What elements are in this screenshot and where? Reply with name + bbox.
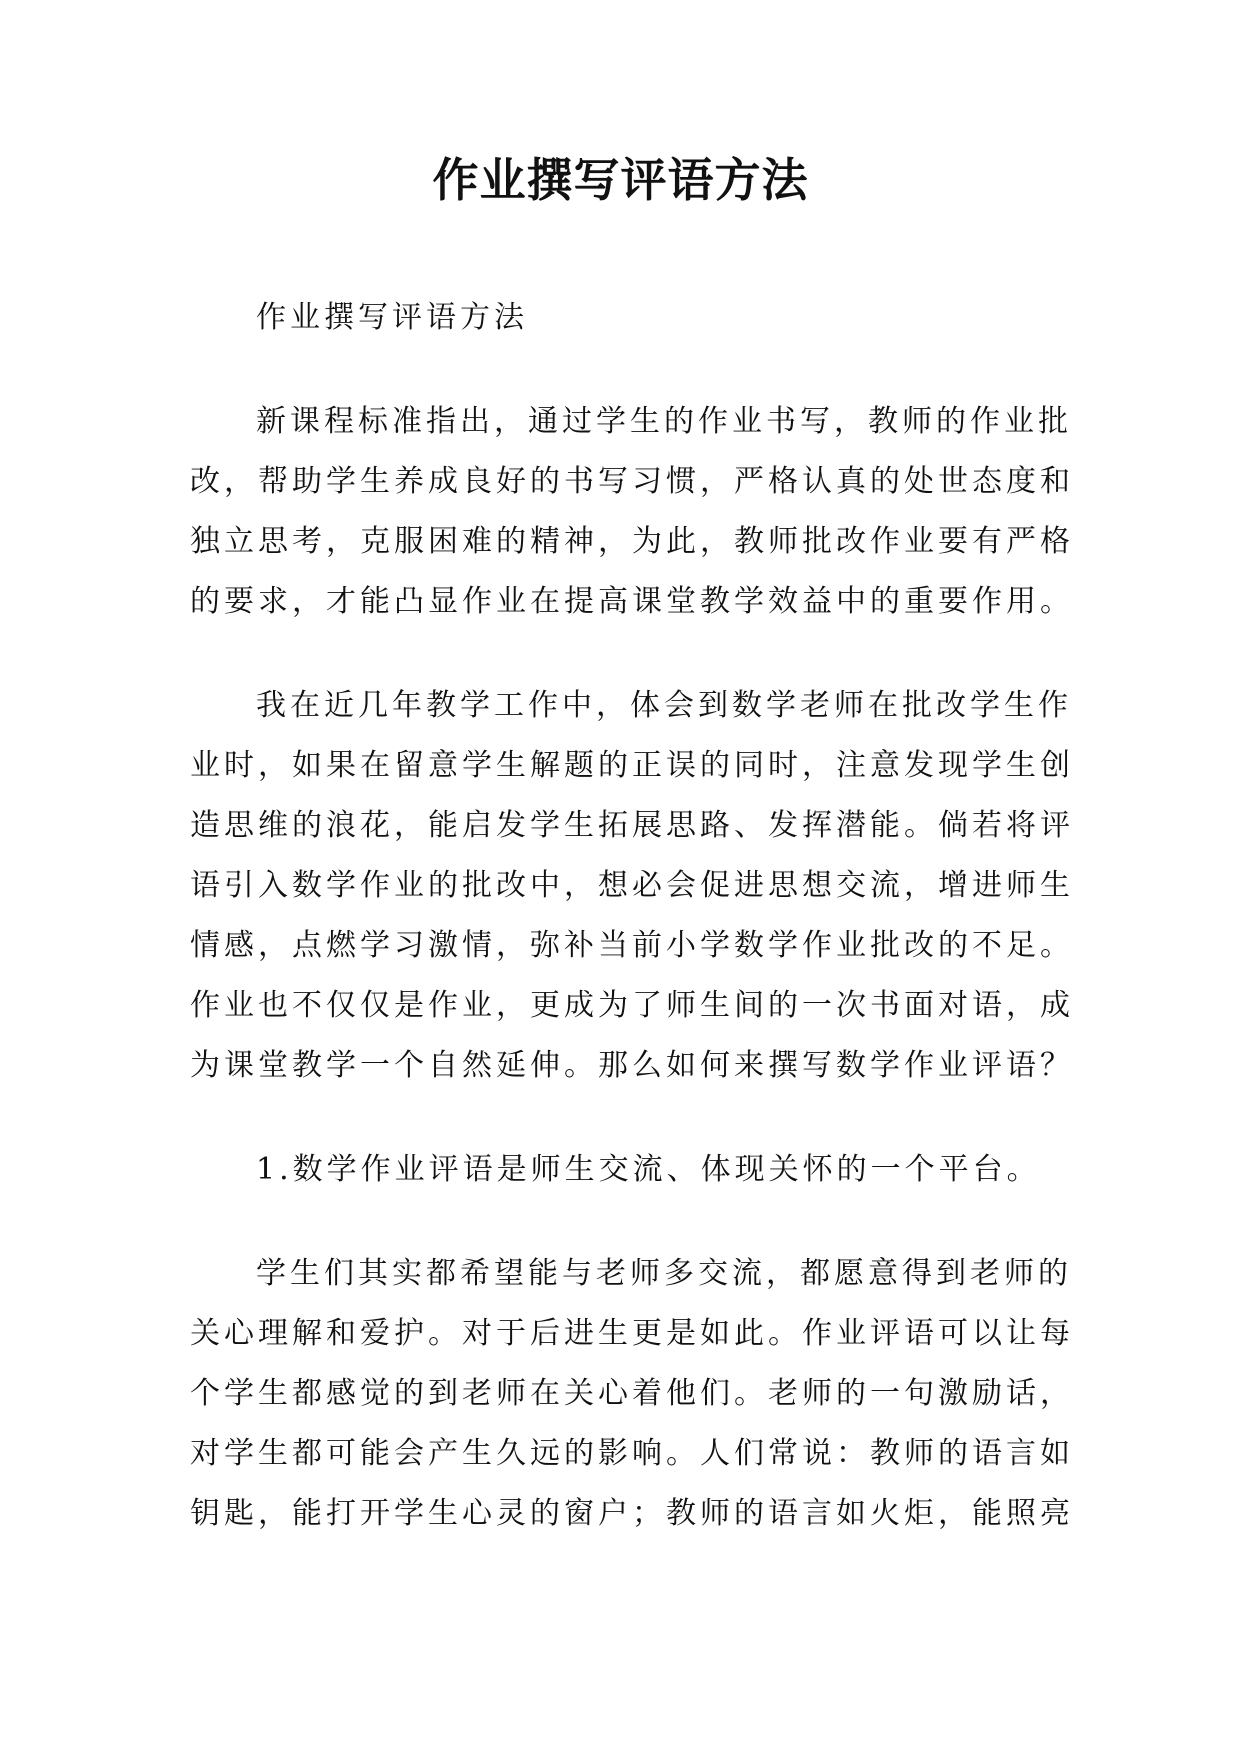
paragraph-experience xyxy=(190,676,1074,1096)
paragraph-line: 钥匙，能打开学生心灵的窗户；教师的语言如火炬，能照亮 xyxy=(190,1496,1074,1531)
paragraph-intro xyxy=(190,392,1074,632)
paragraph-line: 业时，如果在留意学生解题的正误的同时，注意发现学生创 xyxy=(190,748,1074,783)
paragraph-line: 学生们其实都希望能与老师多交流，都愿意得到老师的 xyxy=(256,1256,1072,1291)
paragraph-line: 我在近几年教学工作中，体会到数学老师在批改学生作 xyxy=(256,688,1072,723)
document-body xyxy=(190,288,1074,1588)
paragraph-line: 造思维的浪花，能启发学生拓展思路、发挥潜能。倘若将评 xyxy=(190,808,1074,843)
paragraph-line: 的要求，才能凸显作业在提高课堂教学效益中的重要作用。 xyxy=(190,584,1074,619)
paragraph-line: 改，帮助学生养成良好的书写习惯，严格认真的处世态度和 xyxy=(190,464,1074,499)
paragraph-line: 1.数学作业评语是师生交流、体现关怀的一个平台。 xyxy=(256,1152,1041,1187)
paragraph-line: 作业撰写评语方法 xyxy=(256,300,528,335)
paragraph-communication xyxy=(190,1244,1074,1544)
paragraph-line: 关心理解和爱护。对于后进生更是如此。作业评语可以让每 xyxy=(190,1316,1074,1351)
paragraph-line: 个学生都感觉的到老师在关心着他们。老师的一句激励话， xyxy=(190,1376,1074,1411)
paragraph-line: 情感，点燃学习激情，弥补当前小学数学作业批改的不足。 xyxy=(190,928,1074,963)
paragraph-line: 独立思考，克服困难的精神，为此，教师批改作业要有严格 xyxy=(190,524,1074,559)
paragraph-line: 为课堂教学一个自然延伸。那么如何来撰写数学作业评语？ xyxy=(190,1048,1074,1083)
paragraph-line: 新课程标准指出，通过学生的作业书写，教师的作业批 xyxy=(256,404,1072,439)
paragraph-line: 作业也不仅仅是作业，更成为了师生间的一次书面对语，成 xyxy=(190,988,1074,1023)
paragraph-line: 语引入数学作业的批改中，想必会促进思想交流，增进师生 xyxy=(190,868,1074,903)
document-title: 作业撰写评语方法 xyxy=(432,153,809,207)
section-heading-1 xyxy=(190,1140,1056,1200)
paragraph-subtitle xyxy=(190,288,1056,348)
paragraph-line: 对学生都可能会产生久远的影响。人们常说：教师的语言如 xyxy=(190,1436,1074,1471)
